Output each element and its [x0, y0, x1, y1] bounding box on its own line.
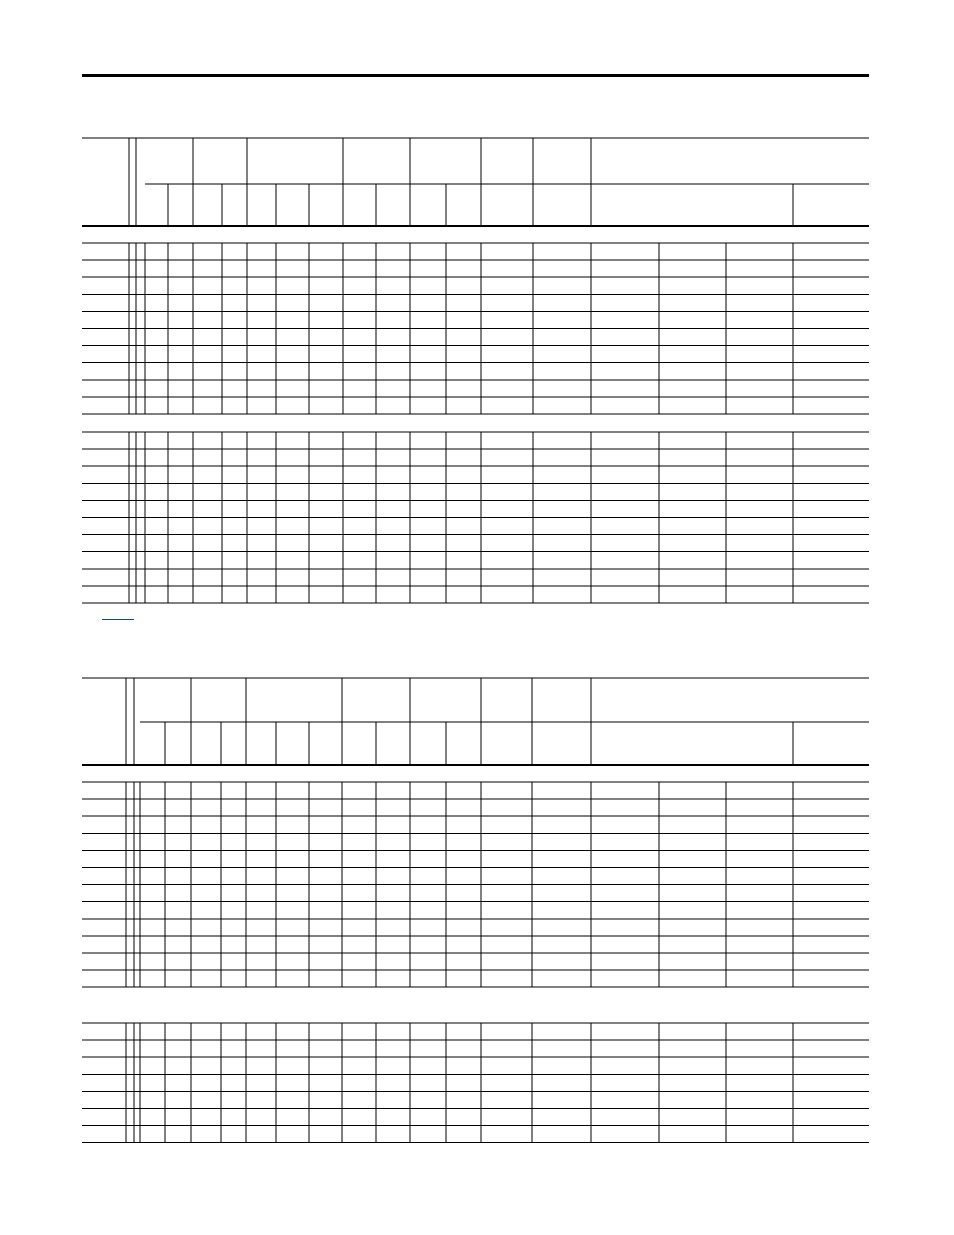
- table-1: [82, 138, 869, 603]
- table-2: [82, 678, 869, 1143]
- footnote-link[interactable]: [102, 619, 134, 620]
